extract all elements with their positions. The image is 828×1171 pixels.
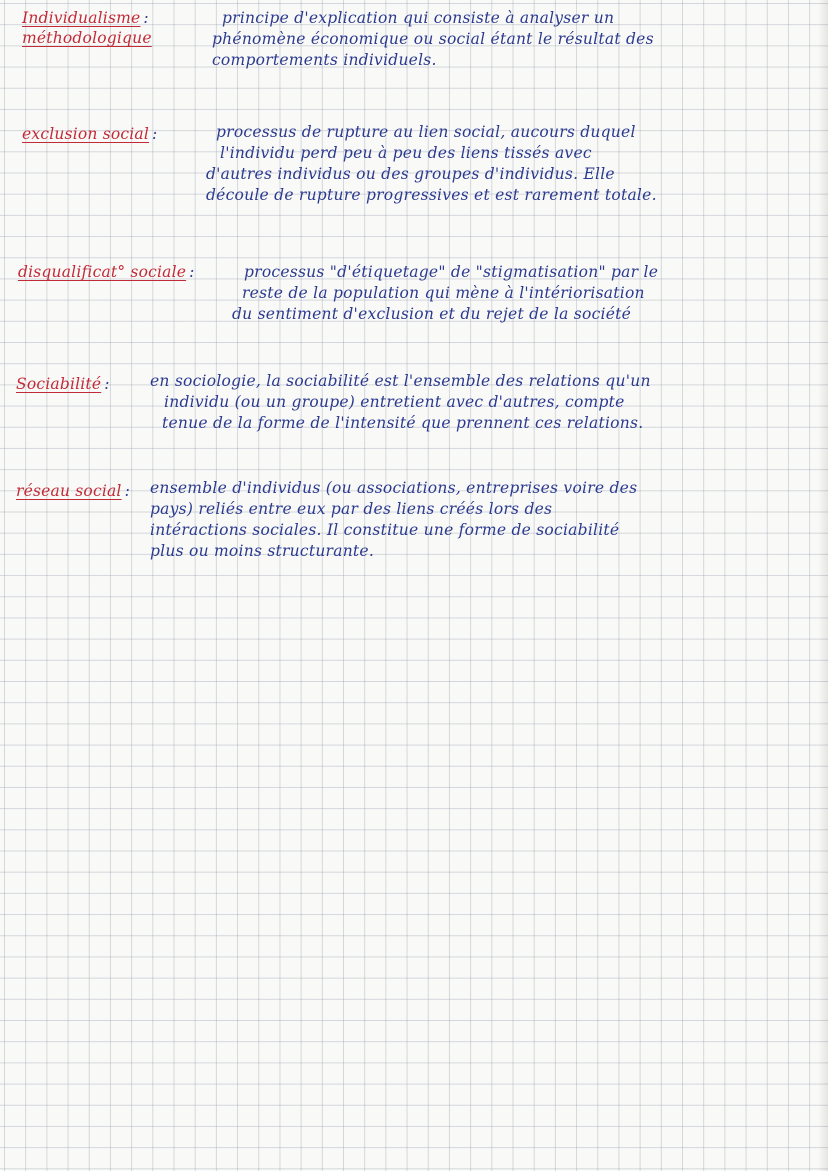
definition-line: principe d'explication qui consiste à analyser un bbox=[222, 9, 615, 27]
definition-text bbox=[150, 478, 637, 562]
term-colon: : bbox=[152, 125, 158, 143]
term-label bbox=[16, 481, 130, 501]
term-line: disqualificat° sociale : bbox=[18, 263, 195, 281]
definition-text bbox=[150, 371, 651, 434]
definition-line: processus de rupture au lien social, aucours duquel bbox=[216, 123, 636, 141]
definition-line: pays) reliés entre eux par des liens créés lors des bbox=[150, 500, 553, 518]
definition-line: phénomène économique ou social étant le résultat des bbox=[212, 30, 654, 48]
term-line: exclusion social : bbox=[22, 125, 158, 143]
definition-line: reste de la population qui mène à l'intériorisation bbox=[242, 284, 645, 302]
term-label bbox=[18, 262, 195, 282]
definition-line: individu (ou un groupe) entretient avec d'autres, compte bbox=[164, 393, 625, 411]
term-colon: : bbox=[143, 9, 149, 27]
definition-line: du sentiment d'exclusion et du rejet de la société bbox=[232, 305, 632, 323]
definition-line: intéractions sociales. Il constitue une forme de sociabilité bbox=[150, 521, 620, 539]
term-colon: : bbox=[104, 375, 110, 393]
term-line: Sociabilité : bbox=[16, 375, 110, 393]
definition-line: l'individu perd peu à peu des liens tissés avec bbox=[220, 144, 592, 162]
definition-line: d'autres individus ou des groupes d'individus. Elle bbox=[206, 165, 615, 183]
term-label bbox=[16, 374, 110, 394]
definition-text bbox=[212, 8, 654, 71]
definition-line: processus "d'étiquetage" de "stigmatisation" par le bbox=[244, 263, 659, 281]
page-edge-shadow bbox=[818, 0, 828, 1171]
term-line: réseau social : bbox=[16, 482, 131, 500]
term-line: méthodologique bbox=[22, 29, 152, 47]
definition-line: plus ou moins structurante. bbox=[150, 542, 375, 560]
term-colon: : bbox=[189, 263, 195, 281]
term-label bbox=[22, 8, 152, 48]
term-label bbox=[22, 124, 157, 144]
definition-line: tenue de la forme de l'intensité que prennent ces relations. bbox=[162, 414, 644, 432]
definition-text bbox=[232, 262, 658, 325]
definition-line: ensemble d'individus (ou associations, entreprises voire des bbox=[150, 479, 638, 497]
term-line: Individualisme : bbox=[22, 9, 149, 27]
definition-line: en sociologie, la sociabilité est l'ensemble des relations qu'un bbox=[150, 372, 651, 390]
term-colon: : bbox=[124, 482, 131, 500]
definition-line: comportements individuels. bbox=[212, 51, 437, 69]
definition-text bbox=[206, 122, 657, 206]
definition-line: découle de rupture progressives et est rarement totale. bbox=[206, 186, 657, 204]
